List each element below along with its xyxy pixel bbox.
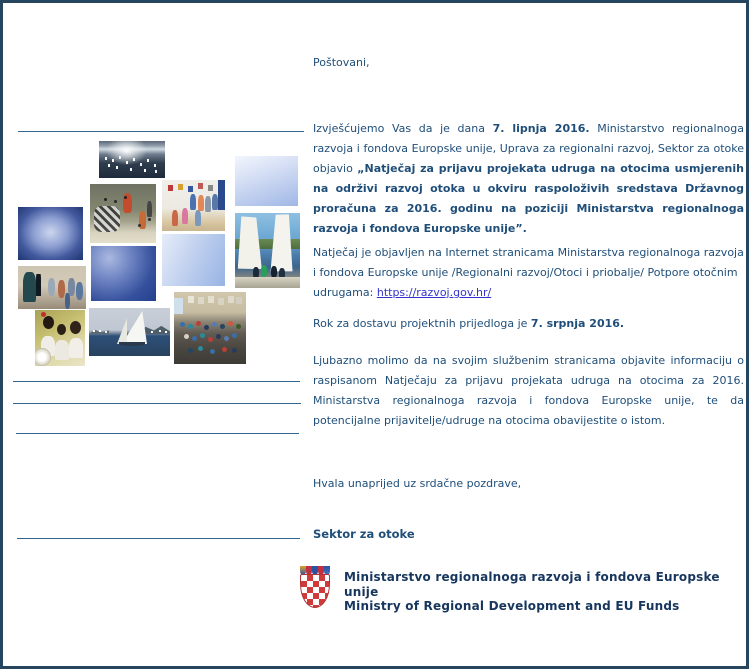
audience-photo [174, 292, 246, 364]
decor-line-3 [13, 403, 301, 404]
gradient-tile-light-1 [235, 156, 298, 206]
workshop-figures [190, 194, 196, 210]
crowd-heads [180, 322, 185, 327]
hair-flower [41, 312, 46, 317]
paragraph-deadline [313, 314, 744, 334]
text-segment: Izvješćujemo Vas da je dana [313, 122, 493, 135]
sail-specks [105, 157, 107, 160]
kids-sailing-photo [235, 213, 300, 288]
coat-checkerboard [300, 574, 330, 608]
kids-figures [261, 265, 267, 277]
salutation: Poštovani, [313, 56, 370, 69]
dancer-figure [123, 193, 132, 213]
decor-line-5 [17, 538, 300, 539]
singers-photo [35, 310, 85, 366]
ministry-name-en: Ministry of Regional Development and EU Funds [344, 599, 680, 613]
boat-hulls [235, 277, 300, 288]
regatta-aerial-photo [99, 141, 165, 178]
text-segment: 7. srpnja 2016. [530, 317, 625, 330]
sailboat-photo [89, 308, 170, 356]
text-segment: Ministarstvo regionalnoga razvoja i fondova Europske unije, Uprava za regionalni razvoj, Sektor za otoke objavio [313, 122, 745, 175]
gradient-tile-light-2 [162, 234, 225, 286]
horizon-sails [93, 330, 95, 332]
boat-hull [119, 342, 145, 346]
ministry-signature [344, 570, 746, 614]
hills-left [89, 328, 109, 334]
camera-crew-photo [18, 266, 86, 309]
text-segment: 7. lipnja 2016. [492, 122, 590, 135]
crew-figures [48, 278, 55, 296]
gradient-tile-dark-1 [18, 207, 83, 260]
text-segment: Ljubazno molimo da na svojim službenim stranicama objavite informaciju o raspisanom Natječaju za prijavu projekata udruga na otocima za 2016. Ministarstva regionalnoga razvoja i fondova Europske unije, te da potencijalne prijavitelje/udruge na otocima obavijestite o istom. [313, 354, 744, 427]
blue-banner [218, 180, 225, 210]
checkered-dancers [94, 206, 120, 232]
paragraph-publication [313, 243, 744, 303]
ministry-name-hr: Ministarstvo regionalnoga razvoja i fondova Europske unije [344, 570, 720, 599]
singer-hair [43, 316, 54, 329]
text-segment: Natječaj je objavljen na Internet stranicama Ministarstva regionalnoga razvoja i fondova Europske unije /Regionalni razvoj/Otoci i priobalje/ Potpore otočnim udrugama: [313, 246, 744, 299]
workshop-photo [162, 180, 225, 231]
folk-dance-photo [90, 184, 156, 243]
sender: Sektor za otoke [313, 527, 415, 541]
croatian-coat-of-arms-icon [300, 566, 330, 609]
flower-bouquet [35, 348, 51, 366]
jib-sail [117, 318, 127, 344]
wall-frames [188, 296, 194, 303]
closing: Hvala unaprijed uz srdačne pozdrave, [313, 477, 522, 490]
decor-line-1 [18, 131, 304, 132]
dancer-heads [104, 198, 107, 201]
text-segment: „Natječaj za prijavu projekata udruga na otocima usmjerenih na održivi razvoj otoka u okviru raspoloživih sredstava Državnog proračuna za 2016. godinu na poziciji Ministarstva regionalnoga razvoja i fondova Europske unije”. [313, 162, 744, 235]
text-segment: Rok za dostavu projektnih prijedloga je [313, 317, 531, 330]
paragraph-request [313, 351, 744, 431]
paragraph-announcement [313, 119, 744, 239]
window [174, 298, 183, 314]
gradient-tile-dark-2 [91, 246, 156, 301]
wall-art [168, 185, 173, 191]
cameraman [23, 272, 36, 302]
razvoj-gov-link[interactable]: https://razvoj.gov.hr/ [376, 286, 492, 299]
decor-line-4 [16, 433, 299, 434]
decor-line-2 [13, 381, 300, 382]
